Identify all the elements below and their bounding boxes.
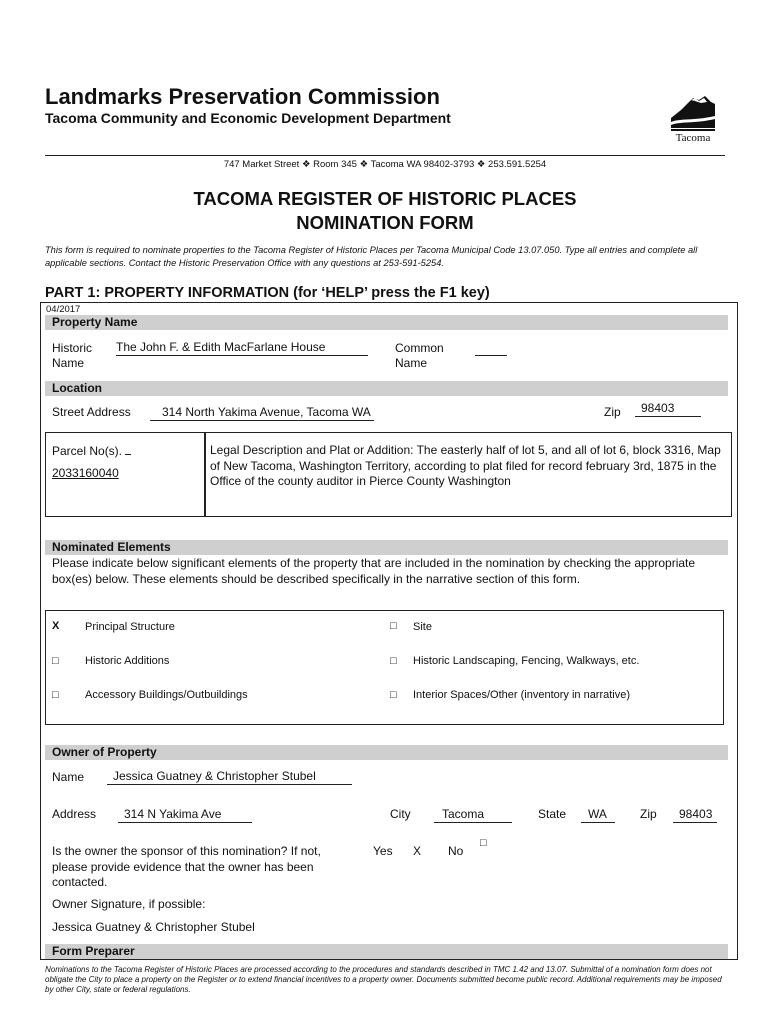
owner-address-field[interactable]: 314 N Yakima Ave — [118, 807, 252, 823]
owner-state-field[interactable]: WA — [581, 807, 615, 823]
section-property-name: Property Name — [45, 315, 728, 330]
historic-name-field[interactable]: The John F. & Edith MacFarlane House — [116, 340, 368, 356]
owner-address-label: Address — [52, 807, 97, 821]
checkbox-site[interactable]: □ — [390, 620, 397, 632]
owner-name-label: Name — [52, 770, 85, 784]
common-label-line1: Common — [395, 341, 444, 355]
owner-signature-label: Owner Signature, if possible: — [52, 897, 206, 911]
street-address-label: Street Address — [52, 405, 131, 419]
parcel-label-text: Parcel No(s). — [52, 444, 123, 458]
owner-name-field[interactable]: Jessica Guatney & Christopher Stubel — [107, 769, 352, 785]
label-accessory-buildings: Accessory Buildings/Outbuildings — [85, 689, 248, 701]
checkbox-historic-landscaping[interactable]: □ — [390, 655, 397, 667]
section-location: Location — [45, 381, 728, 396]
zip-label: Zip — [604, 405, 621, 419]
department-subtitle: Tacoma Community and Economic Development Department — [45, 110, 451, 126]
checkbox-principal-structure[interactable]: X — [52, 620, 60, 632]
nominated-instructions: Please indicate below significant elements of the property that are included in the nomination by checking the appropriate box(es) below. These elements should be described specifically in the narrative section of this form. — [52, 556, 696, 586]
owner-state-label: State — [538, 807, 567, 821]
checkbox-historic-additions[interactable]: □ — [52, 655, 59, 667]
parcel-number-field[interactable]: 2033160040 — [52, 466, 119, 480]
label-site: Site — [413, 621, 432, 633]
form-version: 04/2017 — [46, 304, 81, 315]
form-title-line-1: TACOMA REGISTER OF HISTORIC PLACES — [193, 188, 577, 209]
sponsor-question: Is the owner the sponsor of this nomination? If not, please provide evidence that the owner has been contacted. — [52, 844, 321, 889]
header-divider — [45, 155, 725, 156]
common-name-field[interactable] — [475, 340, 507, 356]
page-title: Landmarks Preservation Commission — [45, 84, 440, 109]
historic-label-line2: Name — [52, 356, 85, 370]
historic-label-line1: Historic — [52, 341, 93, 355]
section-owner-of-property: Owner of Property — [45, 745, 728, 760]
parcel-label — [52, 444, 131, 459]
sponsor-no-checkbox[interactable]: □ — [480, 837, 487, 849]
sponsor-no-label: No — [448, 844, 464, 858]
owner-city-field[interactable]: Tacoma — [434, 807, 512, 823]
checkbox-interior-spaces[interactable]: □ — [390, 689, 397, 701]
historic-name-label — [52, 341, 92, 371]
common-name-label — [395, 341, 444, 371]
owner-signature-field[interactable]: Jessica Guatney & Christopher Stubel — [52, 920, 255, 934]
sponsor-yes-label: Yes — [373, 844, 393, 858]
section-nominated-elements: Nominated Elements — [45, 540, 728, 555]
form-title — [45, 187, 725, 235]
checkbox-accessory-buildings[interactable]: □ — [52, 689, 59, 701]
form-title-line-2: NOMINATION FORM — [296, 212, 474, 233]
zip-field[interactable]: 98403 — [635, 401, 701, 417]
street-address-field[interactable]: 314 North Yakima Avenue, Tacoma WA — [150, 405, 374, 421]
common-label-line2: Name — [395, 356, 428, 370]
sponsor-yes-checkbox[interactable]: X — [413, 844, 422, 858]
footnote: Nominations to the Tacoma Register of Historic Places are processed according to the procedures and standards described in TMC 1.42 and 13.07. Submittal of a nomination form does not obligate the City to place a property on the Register or to extend financial incentives to a property owner. Documents submitted become public record. Additional requirements may be imposed by other City, state or federal regulations. — [45, 965, 722, 994]
label-principal-structure: Principal Structure — [85, 621, 175, 633]
label-historic-additions: Historic Additions — [85, 655, 170, 667]
office-address: 747 Market Street ❖ Room 345 ❖ Tacoma WA 98402-3793 ❖ 253.591.5254 — [223, 159, 547, 170]
label-historic-landscaping: Historic Landscaping, Fencing, Walkways, etc. — [413, 655, 640, 667]
owner-zip-label: Zip — [640, 807, 657, 821]
part1-heading: PART 1: PROPERTY INFORMATION (for ‘HELP’ press the F1 key) — [45, 285, 490, 301]
tacoma-logo — [671, 88, 715, 148]
parcel-label-underline — [125, 454, 131, 455]
label-interior-spaces: Interior Spaces/Other (inventory in narrative) — [413, 689, 631, 701]
section-form-preparer: Form Preparer — [45, 944, 728, 959]
legal-description-field[interactable]: Legal Description and Plat or Addition: The easterly half of lot 5, and all of lot 6, block 3316, Map of New Tacoma, Washington Territory, according to plat filed for record february 3rd, 1875 in the Office of the county auditor in Pierce County Washington — [210, 443, 721, 488]
logo-text: Tacoma — [671, 129, 715, 144]
form-instructions: This form is required to nominate properties to the Tacoma Register of Historic Places per Tacoma Municipal Code 13.07.050. Type all entries and complete all applicable sections. Contact the Historic Preservation Office with any questions at 253-591-5254. — [45, 245, 698, 268]
owner-zip-field[interactable]: 98403 — [673, 807, 717, 823]
owner-city-label: City — [390, 807, 411, 821]
